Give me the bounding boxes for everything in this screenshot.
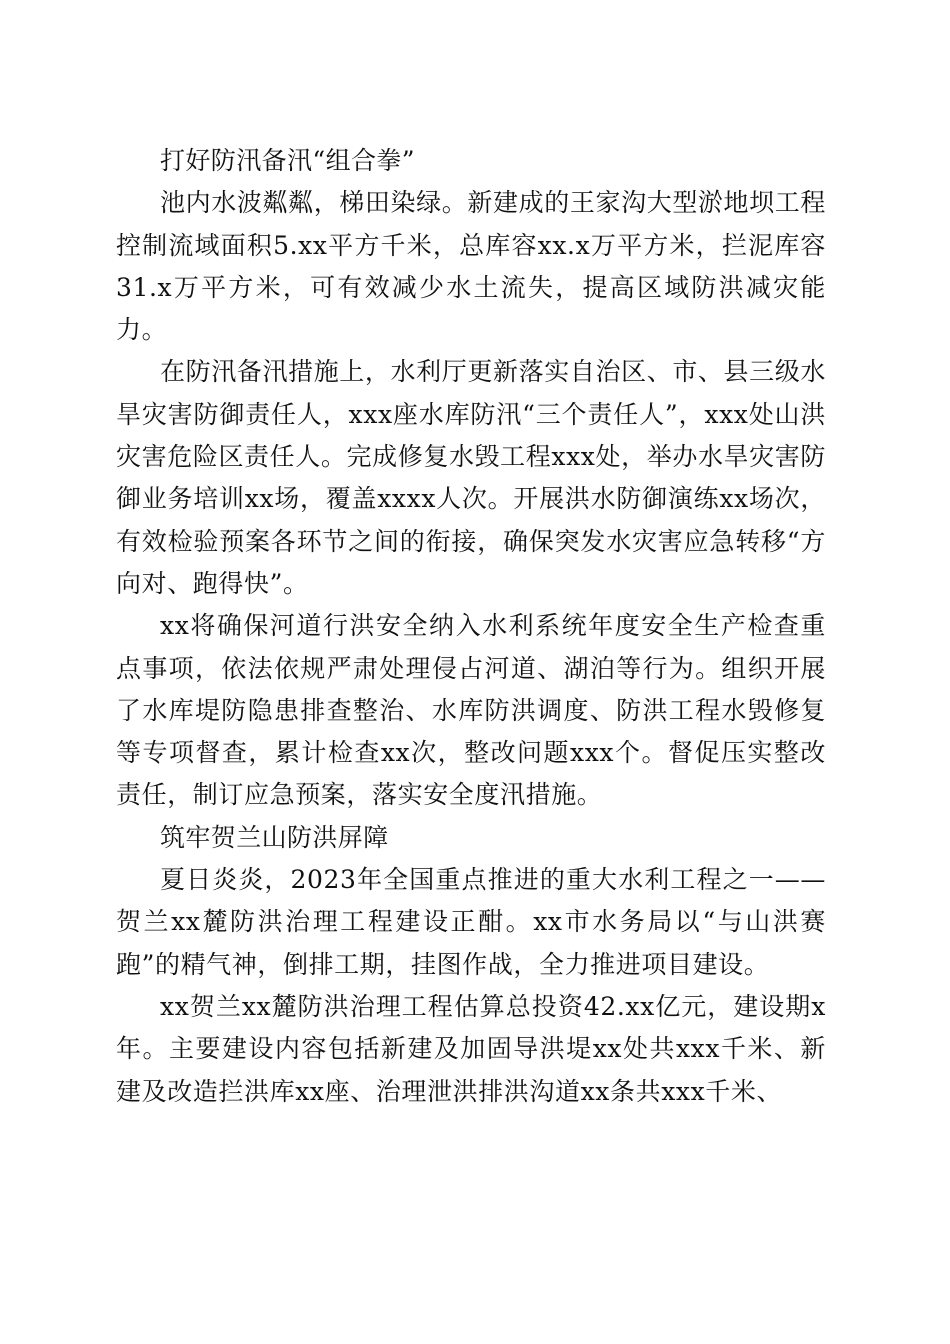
paragraph: xx将确保河道行洪安全纳入水利系统年度安全生产检查重点事项，依法依规严肃处理侵占河道、湖泊等行为。组织开展了水库堤防隐患排查整治、水库防洪调度、防洪工程水毁修复等专项督查，累计检查xx次，整改问题xxx个。督促压实整改责任，制订应急预案，落实安全度汛措施。: [116, 611, 826, 810]
paragraph: xx贺兰xx麓防洪治理工程估算总投资42.xx亿元，建设期x年。主要建设内容包括新建及加固导洪堤xx处共xxx千米、新建及改造拦洪库xx座、治理泄洪排洪沟道xx条共xxx千米、: [116, 991, 826, 1106]
paragraph: 夏日炎炎，2023年全国重点推进的重大水利工程之一——贺兰xx麓防洪治理工程建设正酣。xx市水务局以“与山洪赛跑”的精气神，倒排工期，挂图作战，全力推进项目建设。: [116, 865, 826, 979]
document-body: [116, 140, 826, 1113]
paragraph: 池内水波粼粼，梯田染绿。新建成的王家沟大型淤地坝工程控制流域面积5.xx平方千米，总库容xx.x万平方米，拦泥库容31.x万平方米，可有效减少水土流失，提高区域防洪减灾能力。: [116, 188, 826, 345]
section-heading: 筑牢贺兰山防洪屏障: [160, 822, 389, 852]
section-heading: 打好防汛备汛“组合拳”: [160, 146, 415, 175]
paragraph: 在防汛备汛措施上，水利厅更新落实自治区、市、县三级水旱灾害防御责任人，xxx座水库防汛“三个责任人”，xxx处山洪灾害危险区责任人。完成修复水毁工程xxx处，举办水旱灾害防御业务培训xx场，覆盖xxxx人次。开展洪水防御演练xx场次，有效检验预案各环节之间的衔接，确保突发水灾害应急转移“方向对、跑得快”。: [116, 357, 826, 598]
